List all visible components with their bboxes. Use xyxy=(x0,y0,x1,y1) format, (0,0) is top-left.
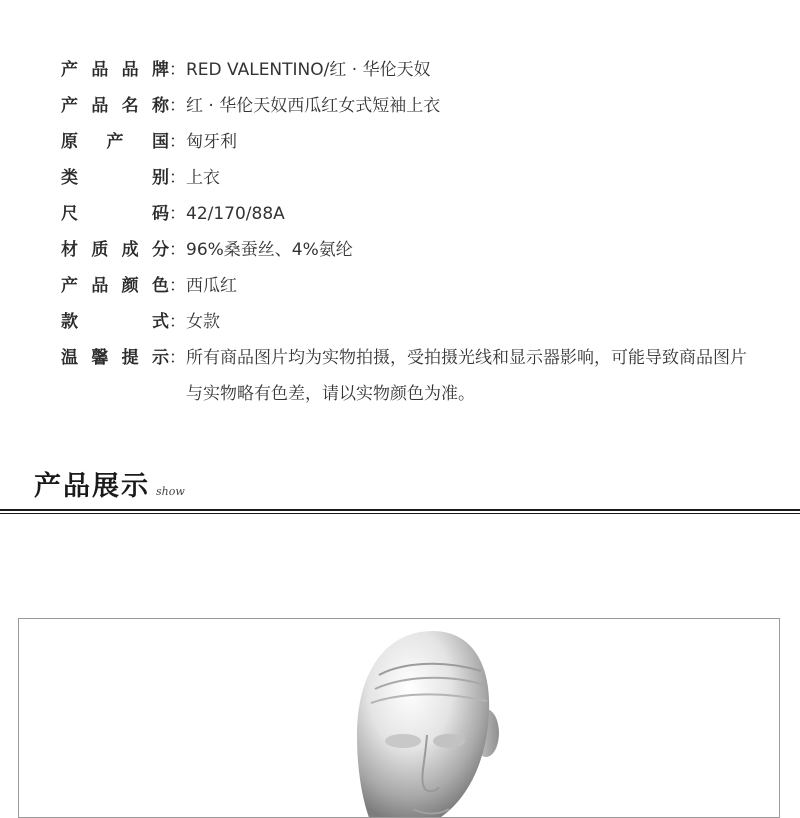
spec-label: 产品名称 xyxy=(61,96,169,116)
spec-label: 产品颜色 xyxy=(61,276,169,296)
section-divider-thin xyxy=(0,513,800,514)
product-spec-list xyxy=(61,52,761,412)
spec-row-style xyxy=(61,304,761,340)
spec-row-color xyxy=(61,268,761,304)
spec-colon: ： xyxy=(169,132,186,152)
section-divider xyxy=(0,509,800,511)
spec-value: 匈牙利 xyxy=(186,132,237,152)
section-header-product-display xyxy=(34,470,185,504)
spec-label: 尺码 xyxy=(61,204,169,224)
spec-row-size xyxy=(61,196,761,232)
spec-label: 款式 xyxy=(61,312,169,332)
spec-colon: ： xyxy=(169,60,186,80)
spec-row-material xyxy=(61,232,761,268)
spec-row-notice xyxy=(61,340,761,412)
mannequin-head-image xyxy=(341,623,521,818)
section-title: 产品展示 xyxy=(34,471,150,502)
spec-colon: ： xyxy=(169,348,186,368)
spec-colon: ： xyxy=(169,96,186,116)
spec-value: 上衣 xyxy=(186,168,220,188)
spec-colon: ： xyxy=(169,204,186,224)
spec-colon: ： xyxy=(169,240,186,260)
spec-row-origin xyxy=(61,124,761,160)
section-subtitle: show xyxy=(156,485,185,498)
spec-colon: ： xyxy=(169,168,186,188)
spec-row-category xyxy=(61,160,761,196)
spec-value: 所有商品图片均为实物拍摄，受拍摄光线和显示器影响，可能导致商品图片与实物略有色差，请以实物颜色为准。 xyxy=(186,348,747,404)
spec-colon: ： xyxy=(169,312,186,332)
spec-value: 西瓜红 xyxy=(186,276,237,296)
spec-row-product-name xyxy=(61,88,761,124)
spec-value: 96%桑蚕丝、4%氨纶 xyxy=(186,240,353,260)
spec-value: 42/170/88A xyxy=(186,204,285,224)
spec-value: RED VALENTINO/红 · 华伦天奴 xyxy=(186,60,431,80)
spec-label: 材质成分 xyxy=(61,240,169,260)
spec-label: 产品品牌 xyxy=(61,60,169,80)
spec-value: 女款 xyxy=(186,312,220,332)
spec-label: 原产国 xyxy=(61,132,169,152)
spec-label: 温馨提示 xyxy=(61,348,169,368)
spec-colon: ： xyxy=(169,276,186,296)
spec-value: 红 · 华伦天奴西瓜红女式短袖上衣 xyxy=(186,96,441,116)
spec-row-brand xyxy=(61,52,761,88)
spec-label: 类别 xyxy=(61,168,169,188)
product-image-frame xyxy=(18,618,780,818)
